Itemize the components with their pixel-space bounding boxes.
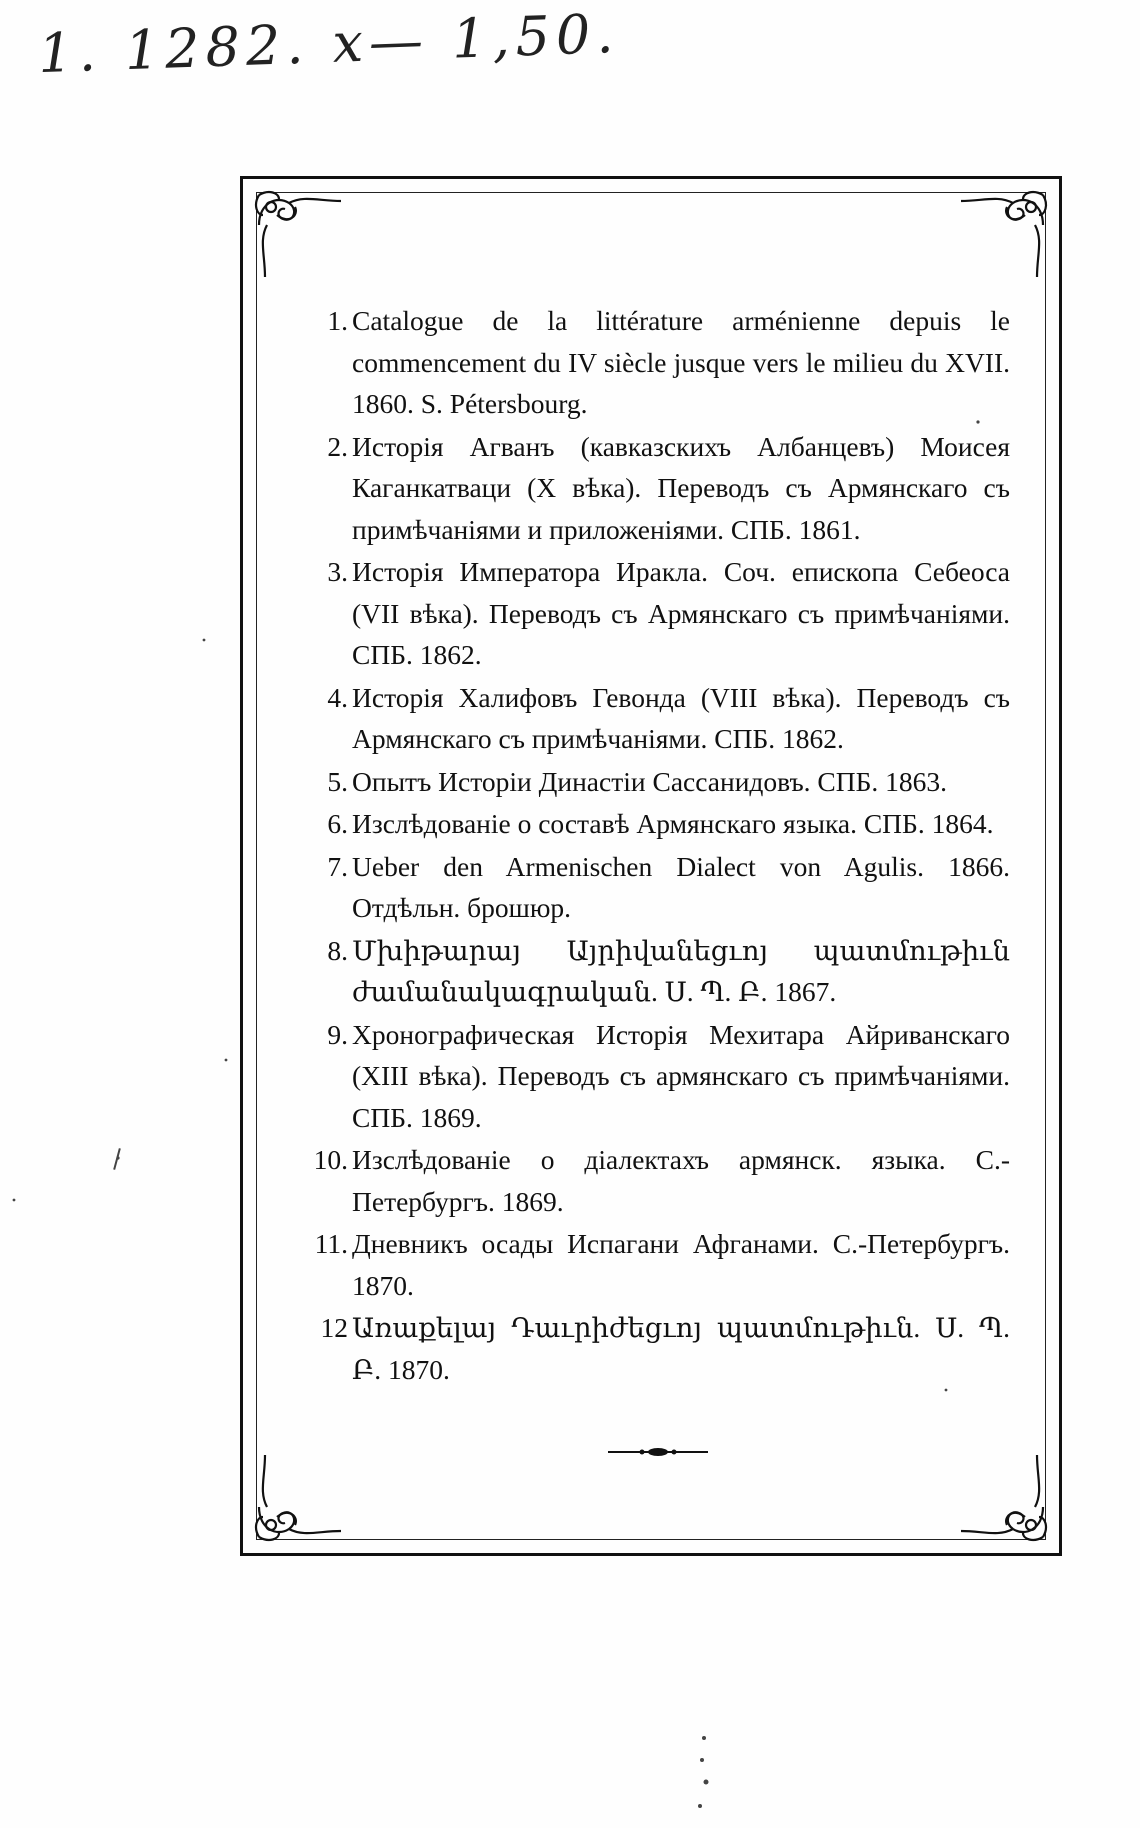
ornamental-divider-icon — [608, 1446, 708, 1458]
corner-flourish-icon — [249, 185, 345, 281]
entry-number: 12 — [320, 1312, 348, 1343]
entry-text: Исторія Императора Иракла. Соч. епископа Себеоса (VII вѣка). Переводъ съ Армянскаго съ примѣчаніями. СПБ. 1862. — [352, 556, 1010, 670]
entry-text: Catalogue de la littérature arménienne depuis le commencement du IV siècle jusque vers le milieu du XVII. 1860. S. Pétersbourg. — [352, 305, 1010, 419]
list-item — [298, 846, 1010, 929]
list-item — [298, 930, 1010, 1013]
entry-text: Исторія Халифовъ Гевонда (VIII вѣка). Переводъ съ Армянскаго съ примѣчаніями. СПБ. 1862. — [352, 681, 1010, 754]
entry-number: 4. — [327, 681, 348, 713]
entry-number: 3. — [327, 556, 348, 587]
list-item — [298, 1307, 1010, 1390]
entry-number: 6. — [327, 808, 348, 839]
list-item — [298, 1139, 1010, 1222]
list-item — [298, 1014, 1010, 1139]
corner-flourish-icon — [957, 1451, 1053, 1547]
entry-text: Опытъ Исторіи Династіи Сассанидовъ. СПБ. 1863. — [352, 765, 948, 797]
list-item — [298, 300, 1010, 425]
entry-text: Մխիթարայ Այրիվանեցւոյ պատմութիւն ժամանակագրական. Ս. Պ. Բ. 1867. — [352, 934, 1010, 1007]
entry-text: Исторія Агванъ (кавказскихъ Албанцевъ) Моисея Каганкатваци (X вѣка). Переводъ съ Армянскаго съ примѣчаніями и приложеніями. СПБ. 1861. — [352, 430, 1010, 545]
list-item — [298, 1223, 1010, 1306]
entry-number: 2. — [327, 430, 348, 462]
list-item — [298, 677, 1010, 760]
entry-number: 5. — [327, 765, 348, 797]
handwritten-shelfmark: 1. 1282. x— 1,50. — [37, 1, 621, 86]
list-item — [298, 803, 1010, 845]
corner-flourish-icon — [249, 1451, 345, 1547]
entry-text: Առաքելայ Դաւրիժեցւոյ պատմութիւն. Ս. Պ. Բ. 1870. — [352, 1312, 1010, 1385]
entry-number: 9. — [327, 1018, 348, 1050]
entry-number: 7. — [327, 850, 348, 882]
bibliography-list — [298, 300, 1010, 1391]
list-item — [298, 426, 1010, 551]
corner-flourish-icon — [957, 185, 1053, 281]
entry-text: Изслѣдованіе о составѣ Армянскаго языка. СПБ. 1864. — [352, 808, 994, 839]
list-item — [298, 761, 1010, 803]
entry-number: 11. — [314, 1228, 348, 1259]
entry-text: Ueber den Armenischen Dialect von Agulis. 1866. Отдѣльн. брошюр. — [352, 850, 1010, 923]
entry-text: Хронографическая Исторія Мехитара Айриванскаго (XIII вѣка). Переводъ съ армянскаго съ примѣчаніями. СПБ. 1869. — [352, 1018, 1010, 1133]
entry-text: Дневникъ осады Испагани Афганами. С.-Петербургъ. 1870. — [352, 1228, 1010, 1301]
list-item — [298, 551, 1010, 676]
entry-number: 1. — [327, 305, 348, 336]
entry-number: 8. — [327, 934, 348, 966]
entry-number: 10. — [313, 1144, 348, 1175]
entry-text: Изслѣдованіе о діалектахъ армянск. языка. С.-Петербургъ. 1869. — [352, 1144, 1010, 1217]
